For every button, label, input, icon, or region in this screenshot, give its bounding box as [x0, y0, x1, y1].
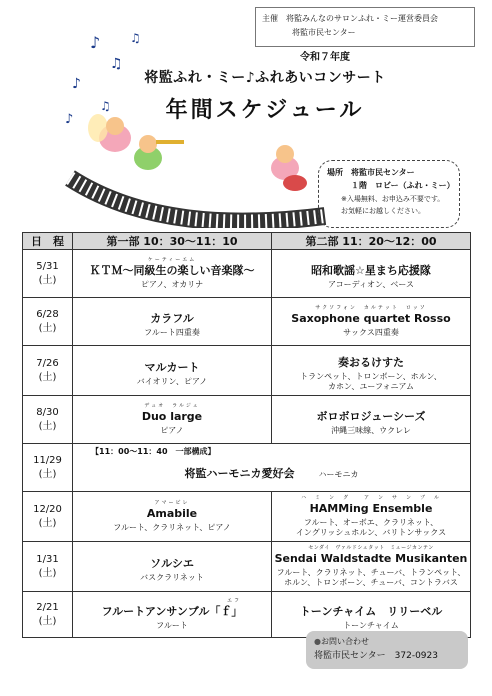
schedule-table — [22, 232, 471, 638]
date-cell — [23, 250, 73, 298]
instruments: フルート、クラリネット、チューバ、トランペット、 — [276, 568, 466, 577]
day-text: (土) — [38, 567, 57, 579]
organizer-line2: 将監市民センター — [292, 28, 356, 37]
day-text: (土) — [38, 274, 57, 286]
header-part2: 第二部 11：20～12：00 — [272, 233, 471, 250]
ruby-text: ケーティーエム — [147, 257, 197, 263]
date-text: 5/31 — [36, 260, 59, 272]
performer-name: Sendai Waldstadte Musikanten — [274, 552, 468, 565]
instruments: フルート、クラリネット、ピアノ — [113, 523, 231, 532]
ruby-text: アマービレ — [154, 500, 190, 506]
instruments: トランペット、トロンボーン、ホルン、 — [300, 372, 442, 381]
date-text: 11/29 — [33, 454, 62, 466]
concert-title: 将監ふれ・ミー♪ふれあいコンサート — [144, 70, 386, 86]
date-text: 7/26 — [36, 357, 59, 369]
instruments: バスクラリネット — [140, 573, 204, 582]
part1-cell — [73, 298, 272, 346]
part1-cell — [73, 492, 272, 542]
ruby-text: センダイ ヴァルドシュタット ミュージカンテン — [308, 545, 434, 551]
ruby-text: エフ — [226, 598, 241, 604]
instruments: トーンチャイム — [343, 621, 399, 630]
performer-name: マルカート — [144, 361, 200, 374]
instruments: フルート四重奏 — [144, 328, 200, 337]
venue-note2: お気軽にお越しください。 — [341, 207, 425, 215]
table-row — [23, 492, 471, 542]
header-part1: 第一部 10：30～11：10 — [73, 233, 272, 250]
ruby-text: サクソフォン カルテット ロッソ — [315, 305, 427, 311]
instruments: ピアノ、オカリナ — [140, 280, 204, 289]
performer-name: ボロボロジューシーズ — [316, 410, 426, 423]
instruments: バイオリン、ピアノ — [136, 377, 208, 386]
part2-cell — [272, 250, 471, 298]
date-text: 1/31 — [36, 553, 59, 565]
date-cell — [23, 542, 73, 592]
contact-line2: 将監市民センター 372-0923 — [314, 651, 438, 661]
part2-cell — [272, 346, 471, 396]
date-cell — [23, 592, 73, 638]
performer-name: Saxophone quartet Rosso — [291, 312, 451, 325]
date-cell — [23, 346, 73, 396]
part1-cell — [73, 346, 272, 396]
day-text: (土) — [38, 420, 57, 432]
contact-line1: ●お問い合わせ — [314, 637, 369, 646]
trumpet-icon — [134, 135, 184, 170]
day-text: (土) — [38, 322, 57, 334]
instruments: ハーモニカ — [318, 469, 359, 479]
date-text: 8/30 — [36, 406, 59, 418]
svg-text:♪: ♪ — [72, 76, 81, 92]
table-row — [23, 396, 471, 444]
special-time: 【11：00～11：40 一部構成】 — [91, 447, 216, 456]
table-row — [23, 250, 471, 298]
instruments: アコーディオン、ベース — [328, 280, 414, 289]
performer-name: 奏おるけすた — [338, 356, 404, 369]
day-text: (土) — [38, 468, 57, 480]
venue-note1: ※入場無料、お申込み不要です。 — [341, 195, 445, 203]
organizer-line1: 主催 将監みんなのサロンふれ・ミー運営委員会 — [262, 14, 438, 23]
day-text: (土) — [38, 615, 57, 627]
instruments: フルート — [156, 621, 188, 630]
day-text: (土) — [38, 371, 57, 383]
drum-icon — [271, 145, 307, 191]
instruments-line2: カホン、ユーフォニアム — [328, 382, 414, 391]
date-cell — [23, 396, 73, 444]
performer-name: ＫＴＭ～同級生の楽しい音楽隊～ — [89, 264, 255, 277]
instruments-line2: イングリッシュホルン、バリトンサックス — [295, 528, 447, 537]
svg-text:♫: ♫ — [110, 56, 123, 72]
part2-cell — [272, 542, 471, 592]
table-row — [23, 444, 471, 492]
part1-cell — [73, 250, 272, 298]
performer-name: フルートアンサンブル「ｆ」 — [101, 605, 243, 618]
svg-text:♫: ♫ — [130, 31, 141, 45]
venue-box — [318, 160, 460, 228]
date-text: 12/20 — [33, 503, 62, 515]
part2-cell — [272, 492, 471, 542]
performer-name: カラフル — [150, 312, 194, 325]
fiscal-year: 令和７年度 — [300, 52, 350, 63]
part2-cell — [272, 298, 471, 346]
venue-line2: １階 ロビー（ふれ・ミー） — [351, 181, 455, 190]
svg-text:♫: ♫ — [100, 99, 111, 113]
svg-text:♪: ♪ — [65, 112, 74, 127]
title-block — [140, 48, 390, 124]
date-text: 6/28 — [36, 308, 59, 320]
table-row — [23, 298, 471, 346]
instruments: フルート、オーボエ、クラリネット、 — [303, 518, 439, 527]
performer-name: 昭和歌謡☆星まち応援隊 — [311, 264, 431, 277]
special-cell — [73, 444, 471, 492]
date-cell — [23, 492, 73, 542]
part1-cell — [73, 396, 272, 444]
table-row — [23, 542, 471, 592]
performer-name: トーンチャイム リリーベル — [299, 605, 443, 618]
svg-text:♪: ♪ — [90, 33, 101, 52]
instruments: 沖縄三味線、ウクレレ — [331, 426, 411, 435]
table-header-row — [23, 233, 471, 250]
performer-name: ソルシエ — [150, 557, 194, 570]
date-cell — [23, 444, 73, 492]
table-row — [23, 346, 471, 396]
schedule-title: 年間スケジュール — [165, 98, 365, 123]
performer-name: Amabile — [146, 507, 198, 520]
instruments: サックス四重奏 — [343, 328, 399, 337]
fairy-icon — [88, 114, 131, 152]
performer-name: HAMMing Ensemble — [309, 502, 433, 515]
contact-box — [306, 631, 468, 669]
performer-name: 将監ハーモニカ愛好会 — [184, 467, 295, 480]
contact-mark-icon: ● — [314, 637, 321, 646]
part1-cell — [73, 592, 272, 638]
instruments: ピアノ — [160, 426, 184, 435]
date-cell — [23, 298, 73, 346]
part1-cell — [73, 542, 272, 592]
instruments-line2: ホルン、トロンボーン、チューバ、コントラバス — [284, 578, 458, 587]
header-date: 日 程 — [23, 233, 73, 250]
ruby-text: デュオ ラルジュ — [144, 403, 200, 409]
part2-cell — [272, 396, 471, 444]
day-text: (土) — [38, 517, 57, 529]
date-text: 2/21 — [36, 601, 59, 613]
ruby-text: ハ ミ ン グ ア ン サ ン ブ ル — [300, 495, 441, 501]
music-note-icon — [65, 31, 141, 127]
performer-name: Duo large — [141, 410, 203, 423]
venue-line1: 場所 将監市民センター — [327, 168, 415, 177]
